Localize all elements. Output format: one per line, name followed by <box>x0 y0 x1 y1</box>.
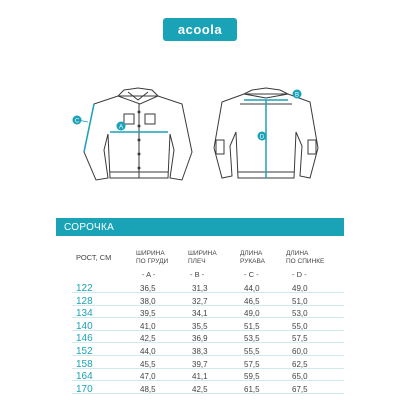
table-row-size: 146 <box>76 333 93 345</box>
table-cell: 53,0 <box>292 309 308 319</box>
table-row-size: 128 <box>76 295 93 307</box>
table-row-size: 158 <box>76 358 93 370</box>
column-header-a: ШИРИНА ПО ГРУДИ <box>136 250 169 265</box>
table-cell: 41,0 <box>140 321 156 331</box>
table-cell: 65,0 <box>292 372 308 382</box>
column-header-b: ШИРИНА ПЛЕЧ <box>188 250 217 265</box>
marker-d <box>258 132 267 141</box>
table-row-size: 122 <box>76 283 93 294</box>
table-cell: 42,5 <box>140 334 156 344</box>
table-row-size: 170 <box>76 383 93 395</box>
table-cell: 57,5 <box>292 334 308 344</box>
column-header-d: ДЛИНА ПО СПИНКЕ <box>286 250 325 265</box>
column-header-c: ДЛИНА РУКАВА <box>240 250 265 265</box>
table-row-size: 140 <box>76 320 93 332</box>
table-cell: 55,0 <box>292 321 308 331</box>
marker-d-label: D <box>259 134 265 141</box>
shirt-front-drawing <box>84 88 192 180</box>
size-column-header: РОСТ, СМ <box>76 253 112 262</box>
brand-logo <box>163 18 237 41</box>
table-cell: 41,1 <box>192 372 208 382</box>
measure-c-line <box>84 104 94 152</box>
column-code-d: - D - <box>292 270 307 279</box>
table-cell: 55,5 <box>244 347 260 356</box>
table-cell: 32,7 <box>192 296 208 306</box>
table-cell: 38,3 <box>192 347 208 356</box>
brand-logo-text: acoola <box>177 22 223 37</box>
table-cell: 39,5 <box>140 309 156 319</box>
table-cell: 53,5 <box>244 334 260 344</box>
table-cell: 34,1 <box>192 309 208 319</box>
table-cell: 51,0 <box>292 296 308 306</box>
table-row-size: 152 <box>76 346 93 357</box>
table-cell: 60,0 <box>292 347 308 356</box>
table-cell: 45,5 <box>140 359 156 369</box>
shirt-diagram <box>0 60 400 210</box>
table-cell: 67,5 <box>292 384 308 394</box>
table-cell: 57,5 <box>244 359 260 369</box>
table-row-size: 164 <box>76 371 93 383</box>
marker-c <box>73 116 82 125</box>
table-cell: 59,5 <box>244 372 260 382</box>
table-title: СОРОЧКА <box>64 221 115 233</box>
marker-b <box>293 90 302 99</box>
table-cell: 35,5 <box>192 321 208 331</box>
table-cell: 44,0 <box>244 284 260 293</box>
table-cell: 44,0 <box>140 347 156 356</box>
marker-c-label: C <box>74 118 80 125</box>
marker-a <box>117 122 126 131</box>
column-code-a: - A - <box>142 270 156 279</box>
table-cell: 49,0 <box>292 284 308 293</box>
table-cell: 39,7 <box>192 359 208 369</box>
table-cell: 42,5 <box>192 384 208 394</box>
table-cell: 48,5 <box>140 384 156 394</box>
marker-b-label: B <box>294 92 300 99</box>
marker-a-label: A <box>118 124 124 131</box>
table-cell: 31,3 <box>192 284 208 293</box>
table-row-size: 134 <box>76 308 93 320</box>
table-title-banner <box>56 218 344 236</box>
table-cell: 46,5 <box>244 296 260 306</box>
table-cell: 62,5 <box>292 359 308 369</box>
table-cell: 38,0 <box>140 296 156 306</box>
table-cell: 47,0 <box>140 372 156 382</box>
table-cell: 36,9 <box>192 334 208 344</box>
column-code-b: - B - <box>190 270 205 279</box>
table-cell: 51,5 <box>244 321 260 331</box>
table-cell: 49,0 <box>244 309 260 319</box>
table-cell: 61,5 <box>244 384 260 394</box>
column-code-c: - C - <box>244 270 259 279</box>
table-cell: 36,5 <box>140 284 156 293</box>
